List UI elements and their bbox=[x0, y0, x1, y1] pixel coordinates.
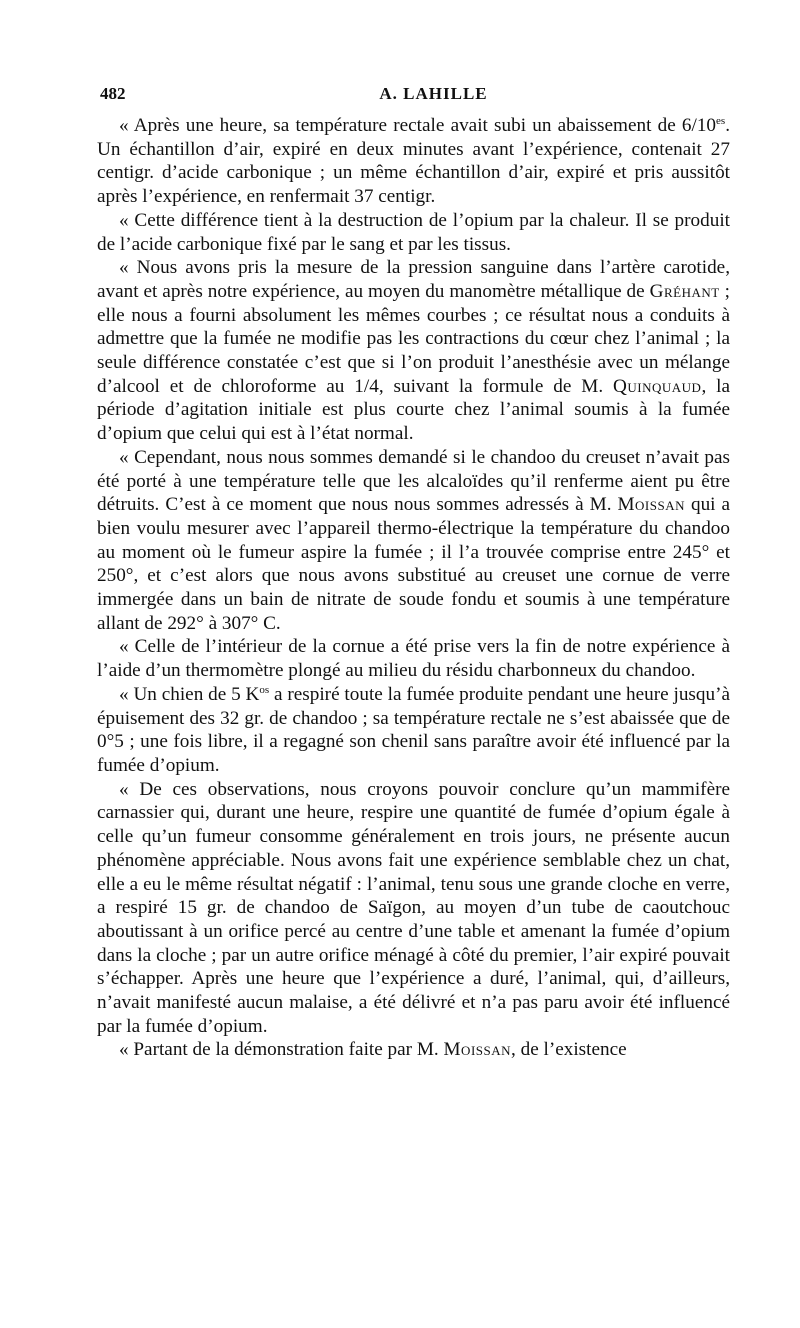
superscript-es: es bbox=[716, 115, 726, 127]
page-header bbox=[97, 84, 730, 108]
body-text bbox=[97, 114, 730, 1062]
paragraph-6 bbox=[97, 683, 730, 778]
paragraph-4 bbox=[97, 446, 730, 636]
page-number: 482 bbox=[100, 84, 126, 103]
running-head: A. LAHILLE bbox=[379, 84, 488, 103]
author-name-moissan: Moissan bbox=[617, 494, 685, 516]
paragraph-6-text-b: a respiré toute la fumée produite pendant une heure jusqu’à épuisement des 32 gr. de chandoo ; sa température rectale ne s’est abaissée que de 0°5 ; une fois libre, il a regagné son chenil sans paraître avoir été influencé par la fumée d’opium. bbox=[97, 683, 730, 776]
paragraph-6-text-a: « Un chien de 5 K bbox=[119, 683, 260, 705]
author-name-grehant: Gréhant bbox=[649, 280, 720, 302]
paragraph-3-text-c: , la période d’agitation initiale est plus courte chez l’animal soumis à la fumée d’opium que celui qui est à l’état normal. bbox=[97, 375, 730, 445]
paragraph-3-text-a: « Nous avons pris la mesure de la pression sanguine dans l’artère carotide, avant et après notre expérience, au moyen du manomètre métallique de bbox=[97, 257, 730, 302]
paragraph-3 bbox=[97, 256, 730, 446]
paragraph-4-text-a: « Cependant, nous nous sommes demandé si le chandoo du creuset n’avait pas été porté à une température telle que les alcaloïdes qu’il renferme aient pu être détruits. C’est à ce moment que nous nous sommes adressés à M. bbox=[97, 446, 730, 516]
paragraph-4-text-b: qui a bien voulu mesurer avec l’appareil thermo-électrique la température du chandoo au moment où le fumeur aspire la fumée ; il l’a trouvée comprise entre 245° et 250°, et c’est alors que nous avons substitué au creuset une cornue de verre immergée dans un bain de nitrate de soude fondu et soumis à une température allant de 292° à 307° C. bbox=[97, 494, 730, 634]
paragraph-8 bbox=[97, 1038, 730, 1062]
superscript-os: os bbox=[259, 683, 270, 696]
paragraph-7: « De ces observations, nous croyons pouvoir conclure qu’un mammifère carnassier qui, durant une heure, respire une quantité de fumée d’opium égale à celle qu’un fumeur consomme généralement en trois jours, ne présente aucun phénomène appréciable. Nous avons fait une expérience semblable chez un chat, elle a eu le même résultat négatif : l’animal, tenu sous une grande cloche en verre, a respiré 15 gr. de chandoo de Saïgon, au moyen d’un tube de caoutchouc aboutissant à un orifice percé au centre d’une table et amenant la fumée d’opium dans la cloche ; par un autre orifice ménagé à côté du premier, l’air expiré pouvait s’échapper. Après une heure que l’expérience a duré, l’animal, qui, d’ailleurs, n’avait manifesté aucun malaise, a été délivré et n’a pas paru avoir été influencé par la fumée d’opium. bbox=[97, 778, 730, 1037]
paragraph-1-text-b: . Un échantillon d’air, expiré en deux minutes avant l’expérience, contenait 27 centigr. d’acide carbonique ; un même échantillon d’air, expiré et pris aussitôt après l’expérience, en renfermait 37 centigr. bbox=[97, 115, 730, 208]
paragraph-8-text-b: , de l’existence bbox=[511, 1039, 627, 1061]
author-name-moissan-2: Moissan bbox=[443, 1039, 512, 1061]
paragraph-1-text-a: « Après une heure, sa température rectale avait subi un abaissement de 6/10 bbox=[119, 115, 717, 136]
paragraph-1 bbox=[97, 114, 730, 209]
paragraph-5: « Celle de l’intérieur de la cornue a été prise vers la fin de notre expérience à l’aide d’un thermomètre plongé au milieu du résidu charbonneux du chandoo. bbox=[97, 636, 730, 682]
paragraph-8-text-a: « Partant de la démonstration faite par M. bbox=[119, 1039, 444, 1061]
author-name-quinquaud: Quinquaud bbox=[613, 375, 702, 397]
paragraph-2: « Cette différence tient à la destruction de l’opium par la chaleur. Il se produit de l’acide carbonique fixé par le sang et par les tissus. bbox=[97, 209, 730, 255]
paragraph-3-text-b: ; elle nous a fourni absolument les mêmes courbes ; ce résultat nous a conduits à admettre que la fumée ne modifie pas les contractions du cœur chez l’animal ; la seule différence constatée c’est que si l’on produit l’anesthésie avec un mélange d’alcool et de chloroforme au 1/4, suivant la formule de M. bbox=[97, 280, 730, 397]
